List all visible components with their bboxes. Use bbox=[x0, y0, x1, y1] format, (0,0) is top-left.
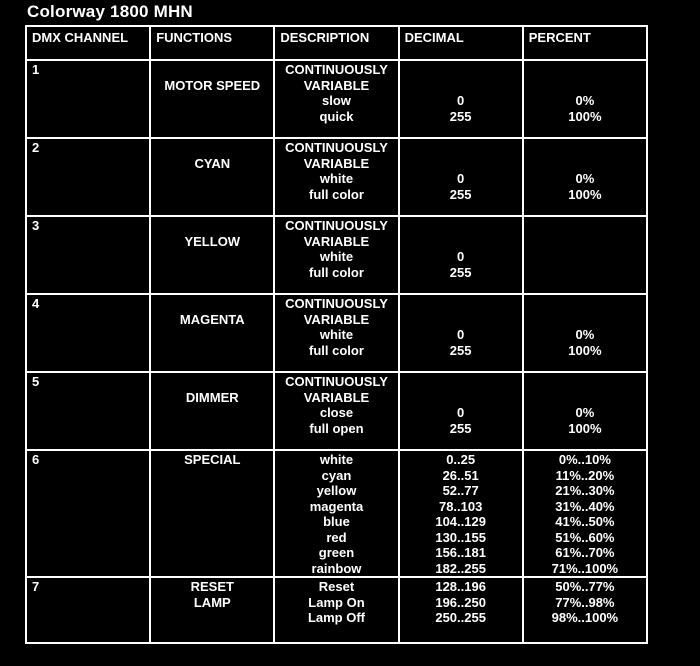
description-line: magenta bbox=[309, 498, 364, 514]
percent-line bbox=[524, 156, 646, 172]
channel-number: 2 bbox=[26, 138, 150, 216]
percent-cell bbox=[523, 60, 647, 138]
percent-line bbox=[524, 78, 646, 94]
description-line: yellow bbox=[316, 483, 357, 498]
description-line: full open bbox=[309, 420, 364, 436]
channel-number: 5 bbox=[26, 372, 150, 450]
description-cell bbox=[274, 577, 398, 643]
percent-line: 100% bbox=[568, 420, 602, 436]
percent-line: 0% bbox=[575, 327, 595, 342]
percent-line: 100% bbox=[568, 342, 602, 358]
functions-line bbox=[151, 62, 273, 78]
description-line: green bbox=[318, 545, 355, 560]
decimal-line bbox=[400, 62, 522, 78]
percent-line bbox=[524, 296, 646, 312]
description-line: CONTINUOUSLY bbox=[285, 62, 388, 77]
percent-line: 0%..10% bbox=[558, 452, 611, 467]
decimal-line: 0..25 bbox=[446, 452, 476, 467]
channel-number: 1 bbox=[26, 60, 150, 138]
percent-line bbox=[524, 390, 646, 406]
channel-number: 4 bbox=[26, 294, 150, 372]
header-description: DESCRIPTION bbox=[274, 26, 398, 60]
table-row bbox=[26, 216, 647, 294]
description-line: VARIABLE bbox=[303, 311, 370, 327]
description-line: VARIABLE bbox=[303, 77, 370, 93]
percent-line: 31%..40% bbox=[555, 498, 615, 514]
table-row bbox=[26, 577, 647, 643]
table-row bbox=[26, 60, 647, 138]
description-line: CONTINUOUSLY bbox=[285, 374, 388, 389]
description-line: full color bbox=[309, 186, 364, 202]
decimal-line bbox=[400, 390, 522, 406]
channel-number: 7 bbox=[26, 577, 150, 643]
description-cell bbox=[274, 372, 398, 450]
header-row bbox=[26, 26, 647, 60]
decimal-line: 0 bbox=[457, 171, 465, 186]
description-line: white bbox=[319, 327, 354, 342]
decimal-line: 78..103 bbox=[438, 498, 483, 514]
percent-cell bbox=[523, 372, 647, 450]
decimal-line: 0 bbox=[457, 405, 465, 420]
decimal-line: 255 bbox=[449, 264, 472, 280]
decimal-line bbox=[400, 234, 522, 250]
decimal-cell bbox=[399, 216, 523, 294]
percent-line: 21%..30% bbox=[555, 483, 615, 498]
channel-number: 3 bbox=[26, 216, 150, 294]
description-line: white bbox=[319, 452, 354, 467]
channel-number: 6 bbox=[26, 450, 150, 577]
description-line: cyan bbox=[321, 467, 352, 483]
percent-line: 98%..100% bbox=[551, 610, 619, 625]
decimal-cell bbox=[399, 138, 523, 216]
functions-line bbox=[151, 140, 273, 156]
percent-line: 50%..77% bbox=[555, 579, 615, 594]
table-row bbox=[26, 450, 647, 577]
functions-line: SPECIAL bbox=[184, 452, 241, 467]
description-line: close bbox=[319, 405, 354, 420]
percent-cell bbox=[523, 138, 647, 216]
decimal-line: 255 bbox=[449, 186, 472, 202]
description-line: blue bbox=[323, 514, 350, 529]
functions-cell bbox=[150, 294, 274, 372]
header-decimal: DECIMAL bbox=[399, 26, 523, 60]
percent-line: 100% bbox=[568, 108, 602, 124]
percent-line bbox=[524, 140, 646, 156]
percent-line: 100% bbox=[568, 186, 602, 202]
functions-line bbox=[151, 374, 273, 390]
percent-line: 0% bbox=[575, 405, 595, 420]
decimal-line: 0 bbox=[457, 327, 465, 342]
functions-cell bbox=[150, 577, 274, 643]
description-line: quick bbox=[319, 108, 354, 124]
percent-line: 77%..98% bbox=[555, 594, 615, 610]
page-title: Colorway 1800 MHN bbox=[27, 2, 193, 21]
dmx-table-body bbox=[26, 60, 647, 643]
description-cell bbox=[274, 294, 398, 372]
header-functions: FUNCTIONS bbox=[150, 26, 274, 60]
description-line: Reset bbox=[318, 579, 355, 594]
percent-cell bbox=[523, 450, 647, 577]
header-percent: PERCENT bbox=[523, 26, 647, 60]
description-line: red bbox=[326, 529, 347, 545]
decimal-line bbox=[400, 296, 522, 312]
functions-line: MAGENTA bbox=[179, 311, 245, 327]
description-line: full color bbox=[309, 342, 364, 358]
percent-line bbox=[524, 62, 646, 78]
percent-line bbox=[524, 312, 646, 328]
functions-line: DIMMER bbox=[185, 389, 239, 405]
description-cell bbox=[274, 138, 398, 216]
decimal-cell bbox=[399, 450, 523, 577]
functions-cell bbox=[150, 216, 274, 294]
decimal-line bbox=[400, 374, 522, 390]
decimal-line: 52..77 bbox=[442, 483, 479, 498]
decimal-line bbox=[400, 218, 522, 234]
functions-line: MOTOR SPEED bbox=[164, 77, 261, 93]
description-cell bbox=[274, 216, 398, 294]
decimal-line: 255 bbox=[449, 342, 472, 358]
functions-cell bbox=[150, 372, 274, 450]
description-line: CONTINUOUSLY bbox=[285, 218, 388, 233]
functions-cell bbox=[150, 138, 274, 216]
decimal-line: 182..255 bbox=[435, 560, 486, 576]
functions-line bbox=[151, 296, 273, 312]
description-line: white bbox=[319, 171, 354, 186]
functions-line: RESET bbox=[190, 579, 234, 594]
description-cell bbox=[274, 60, 398, 138]
description-line: VARIABLE bbox=[303, 389, 370, 405]
percent-line: 71%..100% bbox=[551, 560, 619, 576]
table-row bbox=[26, 372, 647, 450]
decimal-cell bbox=[399, 294, 523, 372]
table-row bbox=[26, 294, 647, 372]
functions-line: LAMP bbox=[193, 594, 231, 610]
decimal-line: 0 bbox=[457, 93, 465, 108]
decimal-line: 156..181 bbox=[435, 545, 486, 560]
percent-line bbox=[524, 218, 646, 234]
decimal-line bbox=[400, 140, 522, 156]
functions-line bbox=[151, 218, 273, 234]
header-dmx-channel: DMX CHANNEL bbox=[26, 26, 150, 60]
decimal-line: 130..155 bbox=[435, 529, 486, 545]
description-line: white bbox=[319, 249, 354, 264]
description-line: Lamp Off bbox=[307, 610, 365, 625]
description-line: rainbow bbox=[311, 560, 362, 576]
decimal-cell bbox=[399, 60, 523, 138]
functions-line: YELLOW bbox=[184, 233, 241, 249]
description-line: VARIABLE bbox=[303, 233, 370, 249]
functions-cell bbox=[150, 60, 274, 138]
percent-cell bbox=[523, 577, 647, 643]
description-line: full color bbox=[309, 264, 364, 280]
decimal-cell bbox=[399, 577, 523, 643]
description-cell bbox=[274, 450, 398, 577]
decimal-line: 255 bbox=[449, 420, 472, 436]
description-line: slow bbox=[322, 93, 351, 108]
decimal-line: 0 bbox=[457, 249, 465, 264]
functions-line: CYAN bbox=[194, 155, 231, 171]
decimal-line bbox=[400, 156, 522, 172]
decimal-cell bbox=[399, 372, 523, 450]
decimal-line: 104..129 bbox=[435, 514, 486, 529]
percent-line: 61%..70% bbox=[555, 545, 615, 560]
percent-line bbox=[524, 249, 646, 265]
percent-line: 51%..60% bbox=[555, 529, 615, 545]
percent-line: 11%..20% bbox=[555, 467, 615, 483]
functions-cell bbox=[150, 450, 274, 577]
percent-line: 0% bbox=[575, 93, 595, 108]
decimal-line: 250..255 bbox=[435, 610, 486, 625]
percent-cell bbox=[523, 294, 647, 372]
percent-cell bbox=[523, 216, 647, 294]
decimal-line: 196..250 bbox=[435, 594, 486, 610]
description-line: CONTINUOUSLY bbox=[285, 140, 388, 155]
description-line: VARIABLE bbox=[303, 155, 370, 171]
percent-line bbox=[524, 374, 646, 390]
percent-line: 41%..50% bbox=[555, 514, 615, 529]
decimal-line: 128..196 bbox=[435, 579, 486, 594]
decimal-line: 26..51 bbox=[442, 467, 479, 483]
description-line: CONTINUOUSLY bbox=[285, 296, 388, 311]
percent-line bbox=[524, 234, 646, 250]
percent-line: 0% bbox=[575, 171, 595, 186]
dmx-channel-table bbox=[25, 25, 648, 644]
percent-line bbox=[524, 265, 646, 281]
description-line: Lamp On bbox=[308, 594, 365, 610]
decimal-line bbox=[400, 78, 522, 94]
decimal-line: 255 bbox=[449, 108, 472, 124]
table-row bbox=[26, 138, 647, 216]
decimal-line bbox=[400, 312, 522, 328]
